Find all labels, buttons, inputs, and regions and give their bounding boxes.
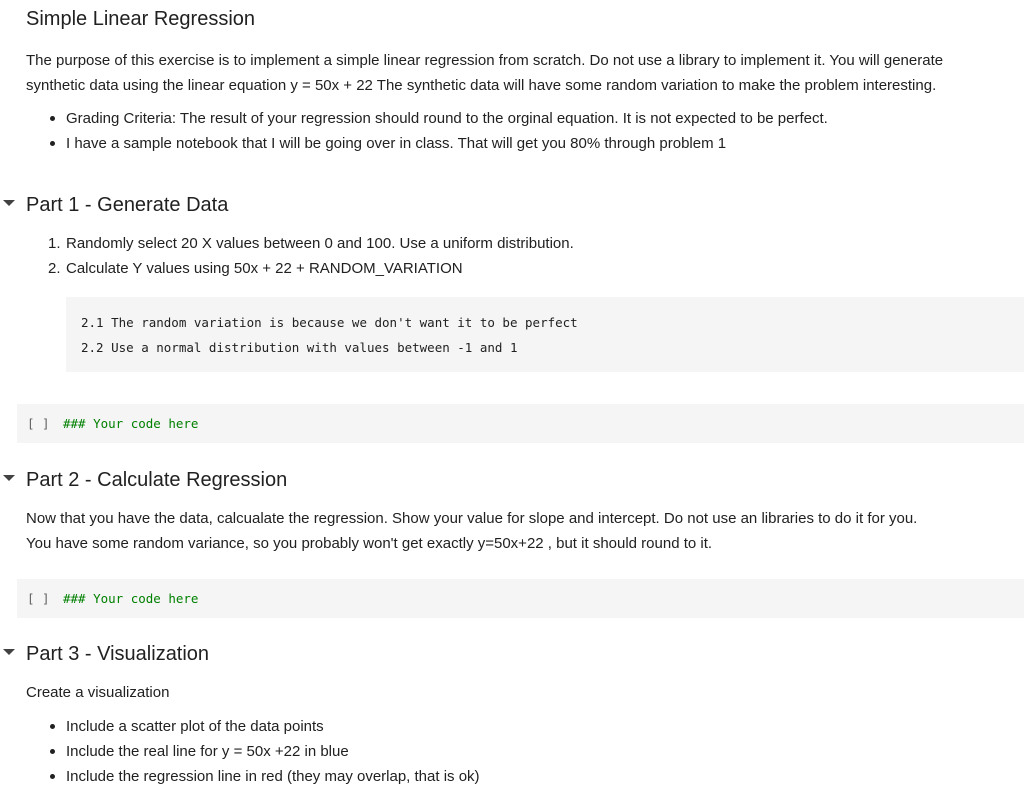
section-header-part1[interactable] <box>0 191 1024 219</box>
section-header-part3[interactable] <box>0 640 1024 668</box>
bullet-icon <box>50 749 55 754</box>
part2-line-1: Now that you have the data, calcualate the regression. Show your value for slope and intercept. Do not use an libraries to do it for you. <box>26 510 918 527</box>
section-title: Part 2 - Calculate Regression <box>26 469 288 491</box>
intro-line-2: synthetic data using the linear equation y = 50x + 22 The synthetic data will have some random variation to make the problem interesting. <box>26 77 937 94</box>
section-title: Part 1 - Generate Data <box>26 194 229 216</box>
caret-down-icon[interactable] <box>3 200 15 206</box>
caret-down-icon[interactable] <box>3 475 15 481</box>
preformatted-block <box>66 297 1024 372</box>
part3-intro: Create a visualization <box>26 684 170 701</box>
list-number: 1. <box>48 235 61 252</box>
section-header-part2[interactable] <box>0 466 1024 494</box>
bullet-icon <box>50 141 55 146</box>
code-cell[interactable] <box>17 579 1024 618</box>
code-cell[interactable] <box>17 404 1024 443</box>
list-item: Include the real line for y = 50x +22 in blue <box>66 743 349 760</box>
intro-bullet: I have a sample notebook that I will be going over in class. That will get you 80% through problem 1 <box>66 135 727 152</box>
section-title: Part 3 - Visualization <box>26 643 210 665</box>
run-cell-button[interactable]: [ ] <box>27 416 50 431</box>
list-item: Include a scatter plot of the data points <box>66 718 324 735</box>
code-line: 2.1 The random variation is because we don't want it to be perfect <box>81 315 578 330</box>
list-item: Include the regression line in red (they may overlap, that is ok) <box>66 768 480 785</box>
code-editor[interactable]: ### Your code here <box>63 416 199 431</box>
bullet-icon <box>50 724 55 729</box>
list-item: Randomly select 20 X values between 0 and 100. Use a uniform distribution. <box>66 235 574 252</box>
run-cell-button[interactable]: [ ] <box>27 591 50 606</box>
code-editor[interactable]: ### Your code here <box>63 591 199 606</box>
intro-bullet: Grading Criteria: The result of your regression should round to the orginal equation. It is not expected to be perfect. <box>66 110 828 127</box>
code-line: 2.2 Use a normal distribution with values between -1 and 1 <box>81 340 518 355</box>
bullet-icon <box>50 116 55 121</box>
caret-down-icon[interactable] <box>3 649 15 655</box>
intro-line-1: The purpose of this exercise is to implement a simple linear regression from scratch. Do not use a library to implement it. You will generate <box>26 52 944 69</box>
list-number: 2. <box>48 260 61 277</box>
bullet-icon <box>50 774 55 779</box>
part2-line-2: You have some random variance, so you probably won't get exactly y=50x+22 , but it should round to it. <box>26 535 713 552</box>
list-item: Calculate Y values using 50x + 22 + RANDOM_VARIATION <box>66 260 463 277</box>
page-title: Simple Linear Regression <box>26 8 256 30</box>
